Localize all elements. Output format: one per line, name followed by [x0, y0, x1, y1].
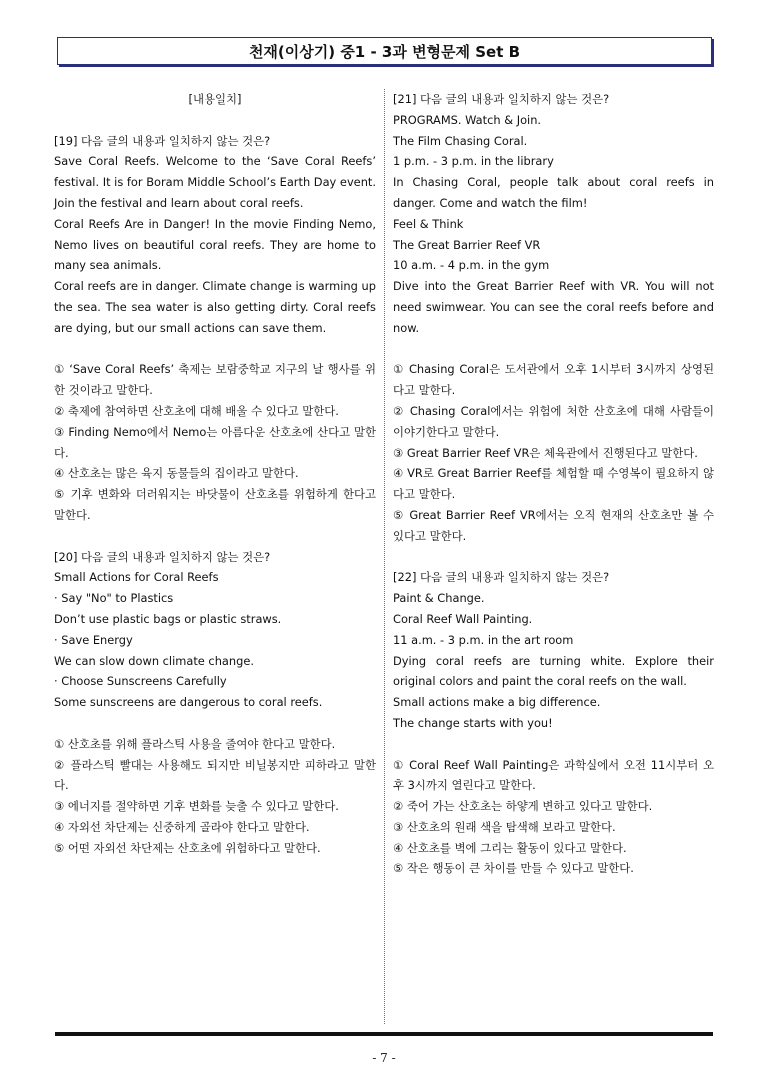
- question-21-choice: ② Chasing Coral에서는 위험에 처한 산호초에 대해 사람들이 이야기한다고 말한다.: [393, 403, 714, 439]
- question-20-choice: ② 플라스틱 빨대는 사용해도 되지만 비닐봉지만 피하라고 말한다.: [54, 757, 376, 793]
- question-20-passage-line: · Choose Sunscreens Carefully: [54, 674, 227, 689]
- question-19-stem: [19] 다음 글의 내용과 일치하지 않는 것은?: [54, 133, 271, 148]
- question-19-passage-line: Save Coral Reefs. Welcome to the ‘Save Coral Reefs’ festival. It is for Boram Middle School’s Earth Day event. Join the festival and learn about coral reefs.: [54, 154, 376, 210]
- question-22-passage-line: Dying coral reefs are turning white. Explore their original colors and paint the coral reefs on the wall.: [393, 653, 714, 689]
- question-21-passage-line: PROGRAMS. Watch & Join.: [393, 112, 542, 127]
- question-22-stem: [22] 다음 글의 내용과 일치하지 않는 것은?: [393, 570, 610, 585]
- question-20-stem: [20] 다음 글의 내용과 일치하지 않는 것은?: [54, 549, 271, 564]
- question-22-choice: ③ 산호초의 원래 색을 탐색해 보라고 말한다.: [393, 819, 616, 834]
- question-19-choice: ④ 산호초는 많은 육지 동물들의 집이라고 말한다.: [54, 466, 299, 481]
- right-column: [393, 89, 714, 879]
- question-20-passage-line: Don’t use plastic bags or plastic straws.: [54, 611, 282, 626]
- question-19-choice: ① ‘Save Coral Reefs’ 축제는 보람중학교 지구의 날 행사를 위한 것이라고 말한다.: [54, 362, 376, 398]
- question-21-choice: ⑤ Great Barrier Reef VR에서는 오직 현재의 산호초만 볼 수 있다고 말한다.: [393, 507, 714, 543]
- question-19-choice: ⑤ 기후 변화와 더러워지는 바닷물이 산호초를 위험하게 한다고 말한다.: [54, 487, 376, 522]
- question-21-passage-line: 10 a.m. - 4 p.m. in the gym: [393, 258, 550, 273]
- section-label: [내용일치]: [188, 92, 242, 106]
- question-20-passage-line: · Say "No" to Plastics: [54, 591, 174, 606]
- question-21-passage-line: Dive into the Great Barrier Reef with VR. You will not need swimwear. You can see the coral reefs before and now.: [393, 279, 714, 335]
- question-22-choice: ⑤ 작은 행동이 큰 차이를 만들 수 있다고 말한다.: [393, 861, 634, 876]
- question-22-passage-line: The change starts with you!: [393, 715, 553, 730]
- question-22-choice: ② 죽어 가는 산호초는 하얗게 변하고 있다고 말한다.: [393, 799, 653, 814]
- question-22-passage-line: Small actions make a big difference.: [393, 695, 601, 710]
- question-21-passage-line: The Great Barrier Reef VR: [393, 237, 541, 252]
- question-21-choice: ① Chasing Coral은 도서관에서 오후 1시부터 3시까지 상영된다고 말한다.: [393, 362, 714, 398]
- footer-rule: [55, 1032, 713, 1036]
- question-19-choice: ③ Finding Nemo에서 Nemo는 아름다운 산호초에 산다고 말한다.: [54, 424, 376, 460]
- question-20-passage-line: Small Actions for Coral Reefs: [54, 570, 219, 585]
- question-19-passage-line: Coral Reefs Are in Danger! In the movie Finding Nemo, Nemo lives on beautiful coral reefs. They are home to many sea animals.: [54, 216, 376, 273]
- question-22-passage-line: Coral Reef Wall Painting.: [393, 611, 533, 626]
- question-21-passage-line: Feel & Think: [393, 216, 464, 231]
- question-21-passage-line: The Film Chasing Coral.: [393, 133, 528, 148]
- question-21-passage-line: In Chasing Coral, people talk about coral reefs in danger. Come and watch the film!: [393, 175, 714, 210]
- question-22-passage-line: 11 a.m. - 3 p.m. in the art room: [393, 632, 574, 647]
- question-22-choice: ④ 산호초를 벽에 그리는 활동이 있다고 말한다.: [393, 840, 627, 855]
- question-22-choice: ① Coral Reef Wall Painting은 과학실에서 오전 11시부터 오후 3시까지 열린다고 말한다.: [393, 757, 714, 793]
- question-22-passage-line: Paint & Change.: [393, 591, 485, 606]
- question-20-passage-line: We can slow down climate change.: [54, 653, 254, 668]
- question-20-choice: ① 산호초를 위해 플라스틱 사용을 줄여야 한다고 말한다.: [54, 736, 336, 751]
- question-20-passage-line: · Save Energy: [54, 632, 133, 647]
- column-divider: [384, 89, 385, 1024]
- question-19-passage-line: Coral reefs are in danger. Climate change is warming up the sea. The sea water is also getting dirty. Coral reefs are dying, but our small actions can save them.: [54, 279, 376, 335]
- question-19-choice: ② 축제에 참여하면 산호초에 대해 배울 수 있다고 말한다.: [54, 403, 339, 418]
- left-column: [54, 89, 376, 858]
- question-21-choice: ④ VR로 Great Barrier Reef를 체험할 때 수영복이 필요하지 않다고 말한다.: [393, 466, 714, 502]
- question-20-passage-line: Some sunscreens are dangerous to coral reefs.: [54, 695, 323, 710]
- page-number: - 7 -: [372, 1051, 396, 1065]
- question-20-choice: ④ 자외선 차단제는 신중하게 골라야 한다고 말한다.: [54, 819, 310, 834]
- page-title-box: [57, 37, 712, 65]
- question-21-stem: [21] 다음 글의 내용과 일치하지 않는 것은?: [393, 92, 610, 106]
- question-20-choice: ⑤ 어떤 자외선 차단제는 산호초에 위험하다고 말한다.: [54, 840, 321, 855]
- question-20-choice: ③ 에너지를 절약하면 기후 변화를 늦출 수 있다고 말한다.: [54, 799, 339, 814]
- question-21-choice: ③ Great Barrier Reef VR은 체육관에서 진행된다고 말한다.: [393, 445, 698, 460]
- page-title: 천재(이상기) 중1 - 3과 변형문제 Set B: [248, 42, 521, 61]
- question-21-passage-line: 1 p.m. - 3 p.m. in the library: [393, 154, 554, 169]
